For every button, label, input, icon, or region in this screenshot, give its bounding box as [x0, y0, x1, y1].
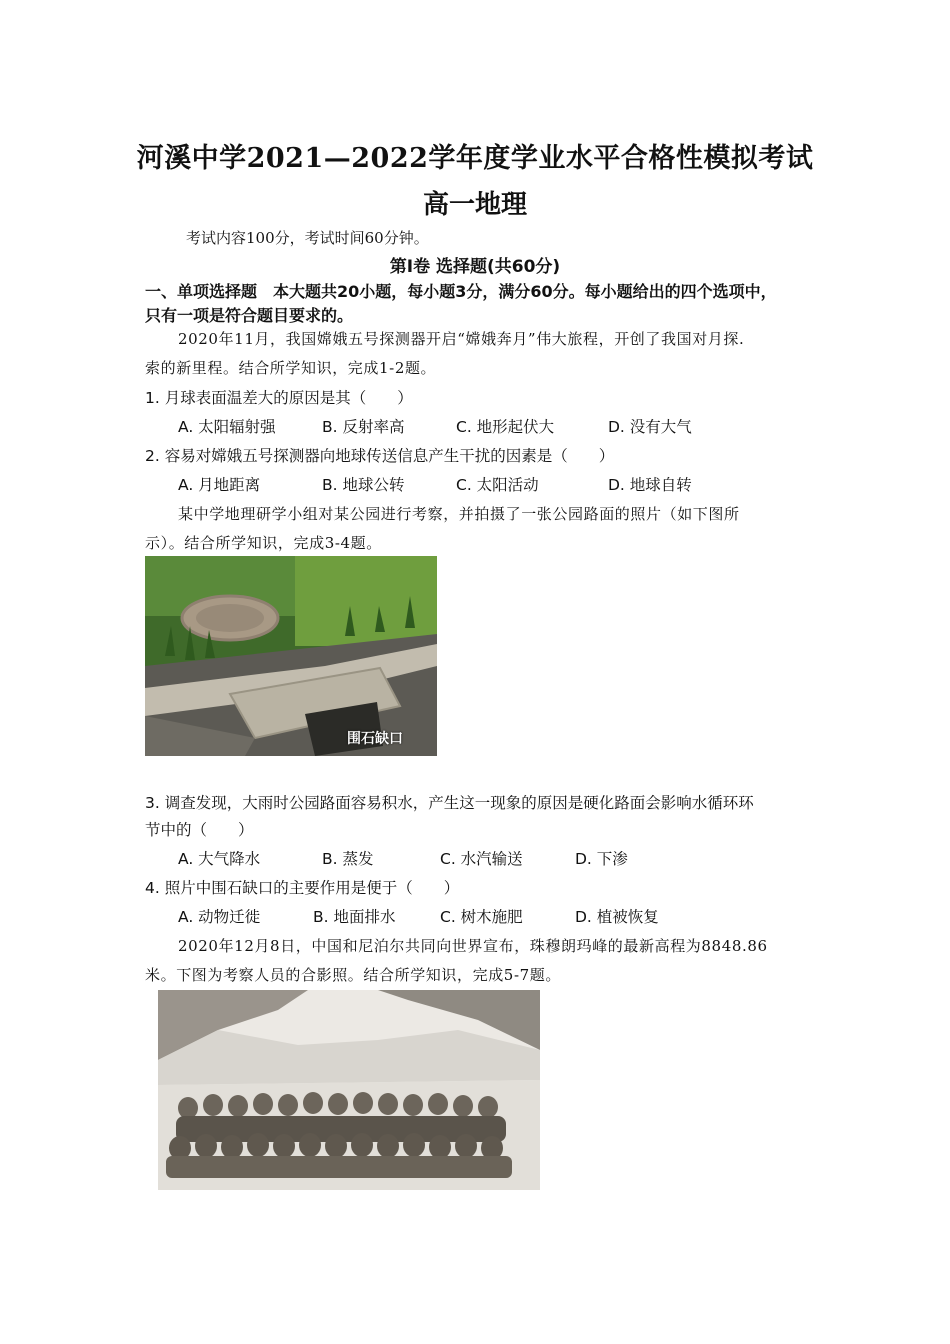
q2-option-d: D. 地球自转	[608, 476, 692, 494]
photo-label-curb-gap: 围石缺口	[347, 731, 403, 747]
instruction-line-2: 只有一项是符合题目要求的。	[145, 306, 354, 325]
q1-option-a: A. 太阳辐射强	[178, 418, 276, 436]
q4-option-d: D. 植被恢复	[575, 908, 659, 926]
passage3-line-1: 2020年12月8日，中国和尼泊尔共同向世界宣布，珠穆朗玛峰的最新高程为8848.86	[178, 937, 768, 955]
park-road-illustration	[145, 556, 437, 756]
q1-option-c: C. 地形起伏大	[456, 418, 555, 436]
passage3-line-2: 米。下图为考察人员的合影照。结合所学知识，完成5-7题。	[145, 966, 561, 984]
everest-team-photo	[158, 990, 540, 1190]
section-title: 第Ⅰ卷 选择题(共60分)	[389, 257, 561, 277]
q4-option-c: C. 树木施肥	[440, 908, 523, 926]
passage1-line-1: 2020年11月，我国嫦娥五号探测器开启“嫦娥奔月”伟大旅程，开创了我国对月探.	[178, 330, 745, 348]
exam-title: 河溪中学2021—2022学年度学业水平合格性模拟考试	[136, 143, 814, 174]
question-2-stem: 2. 容易对嫦娥五号探测器向地球传送信息产生干扰的因素是（ ）	[145, 447, 615, 465]
exam-info: 考试内容100分，考试时间60分钟。	[186, 229, 429, 247]
everest-team-illustration	[158, 990, 540, 1190]
q2-option-b: B. 地球公转	[322, 476, 405, 494]
instruction-line-1: 一、单项选择题 本大题共20小题，每小题3分，满分60分。每小题给出的四个选项中，	[145, 282, 777, 301]
park-road-photo	[145, 556, 437, 756]
q3-option-b: B. 蒸发	[322, 850, 374, 868]
q2-option-a: A. 月地距离	[178, 476, 261, 494]
passage2-line-2: 示）。结合所学知识，完成3-4题。	[145, 534, 382, 552]
question-3-stem-line-2: 节中的（ ）	[145, 821, 254, 839]
q3-option-c: C. 水汽输送	[440, 850, 523, 868]
question-3-stem-line-1: 3. 调查发现，大雨时公园路面容易积水，产生这一现象的原因是硬化路面会影响水循环环	[145, 794, 754, 812]
passage1-line-2: 索的新里程。结合所学知识，完成1-2题。	[145, 359, 437, 377]
q1-option-b: B. 反射率高	[322, 418, 405, 436]
subject-title: 高一地理	[422, 190, 527, 220]
q2-option-c: C. 太阳活动	[456, 476, 539, 494]
question-1-stem: 1. 月球表面温差大的原因是其（ ）	[145, 389, 413, 407]
q3-option-d: D. 下渗	[575, 850, 628, 868]
question-4-stem: 4. 照片中围石缺口的主要作用是便于（ ）	[145, 879, 460, 897]
q3-option-a: A. 大气降水	[178, 850, 261, 868]
q1-option-d: D. 没有大气	[608, 418, 692, 436]
q4-option-b: B. 地面排水	[313, 908, 396, 926]
q4-option-a: A. 动物迁徙	[178, 908, 261, 926]
passage2-line-1: 某中学地理研学小组对某公园进行考察，并拍摄了一张公园路面的照片（如下图所	[178, 505, 740, 523]
